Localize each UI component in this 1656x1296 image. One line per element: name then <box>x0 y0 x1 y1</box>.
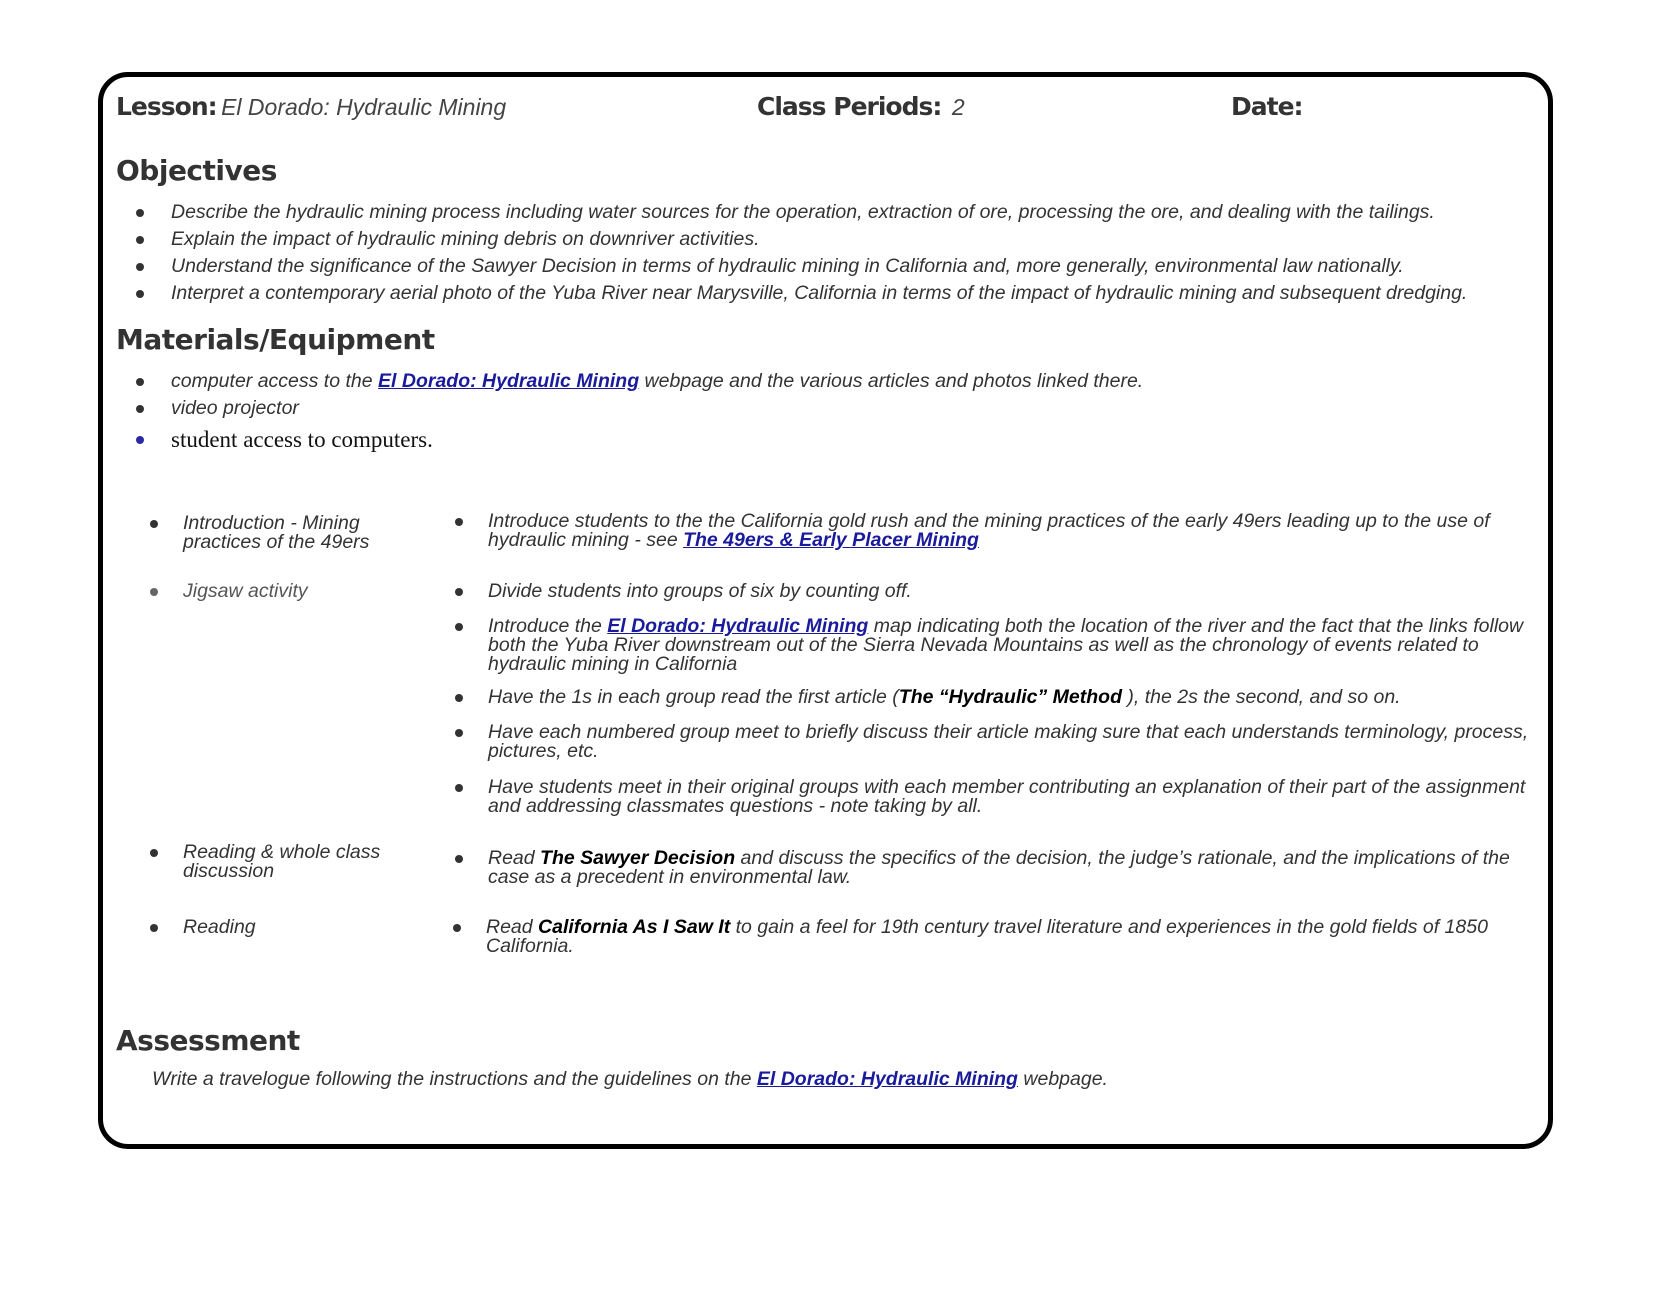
material-item: student access to computers. <box>116 424 1143 456</box>
lesson-label: Lesson: <box>116 92 217 121</box>
bullet-icon <box>453 924 461 932</box>
objective-item: Explain the impact of hydraulic mining debris on downriver activities. <box>116 226 1467 253</box>
sawyer-decision-article: The Sawyer Decision <box>540 847 736 869</box>
class-periods-label: Class Periods: <box>757 92 942 121</box>
materials-heading: Materials/Equipment <box>116 323 435 356</box>
material-item: video projector <box>116 395 1143 422</box>
objectives-heading: Objectives <box>116 154 277 187</box>
activity-label-jigsaw: Jigsaw activity <box>183 582 433 601</box>
bullet-icon <box>150 588 158 596</box>
material-item: computer access to the El Dorado: Hydraulic Mining webpage and the various articles and photos linked there. <box>116 368 1143 395</box>
california-as-i-saw-it-article: California As I Saw It <box>538 916 731 938</box>
bullet-icon <box>136 209 144 217</box>
49ers-early-placer-mining-link[interactable]: The 49ers & Early Placer Mining <box>683 529 979 551</box>
activity-step: Have the 1s in each group read the first article (The “Hydraulic” Method ), the 2s the second, and so on. <box>488 688 1538 707</box>
activity-label-reading: Reading <box>183 918 433 937</box>
bullet-icon <box>455 784 463 792</box>
bullet-icon <box>136 436 144 444</box>
date-field <box>1231 92 1303 121</box>
objective-item: Understand the significance of the Sawyer Decision in terms of hydraulic mining in California and, more generally, environmental law nationally. <box>116 253 1467 280</box>
bullet-icon <box>455 623 463 631</box>
activity-label-reading-discussion: Reading & whole class discussion <box>183 843 433 881</box>
bullet-icon <box>150 849 158 857</box>
bullet-icon <box>136 405 144 413</box>
class-periods-value: 2 <box>951 94 965 120</box>
bullet-icon <box>136 263 144 271</box>
activity-step: Divide students into groups of six by counting off. <box>488 582 1538 601</box>
bullet-icon <box>455 518 463 526</box>
materials-list <box>116 368 1143 456</box>
activity-step: Read California As I Saw It to gain a feel for 19th century travel literature and experiences in the gold fields of 1850 California. <box>486 918 1536 956</box>
lesson-field <box>116 92 506 121</box>
bullet-icon <box>455 694 463 702</box>
el-dorado-webpage-link[interactable]: El Dorado: Hydraulic Mining <box>378 370 640 392</box>
date-label: Date: <box>1231 92 1303 121</box>
hydraulic-method-article: The “Hydraulic” Method <box>898 686 1122 708</box>
bullet-icon <box>150 520 158 528</box>
assessment-heading: Assessment <box>116 1024 300 1057</box>
assessment-text: Write a travelogue following the instructions and the guidelines on the El Dorado: Hydraulic Mining webpage. <box>152 1068 1108 1090</box>
bullet-icon <box>136 290 144 298</box>
activity-step: Introduce students to the the California gold rush and the mining practices of the early 49ers leading up to the use of hydraulic mining - see The 49ers & Early Placer Mining <box>488 512 1538 550</box>
activity-step: Have students meet in their original groups with each member contributing an explanation of their part of the assignment and addressing classmates questions - note taking by all. <box>488 778 1538 816</box>
bullet-icon <box>136 378 144 386</box>
class-periods-field <box>757 92 965 121</box>
bullet-icon <box>455 588 463 596</box>
lesson-value: El Dorado: Hydraulic Mining <box>221 94 507 120</box>
activity-step: Introduce the El Dorado: Hydraulic Mining map indicating both the location of the river and the fact that the links follow both the Yuba River downstream out of the Sierra Nevada Mountains as well as the chronology of events related to hydraulic mining in California <box>488 617 1538 674</box>
objective-item: Describe the hydraulic mining process including water sources for the operation, extraction of ore, processing the ore, and dealing with the tailings. <box>116 199 1467 226</box>
objective-item: Interpret a contemporary aerial photo of the Yuba River near Marysville, California in terms of the impact of hydraulic mining and subsequent dredging. <box>116 280 1467 307</box>
bullet-icon <box>455 729 463 737</box>
bullet-icon <box>150 924 158 932</box>
el-dorado-assessment-link[interactable]: El Dorado: Hydraulic Mining <box>756 1068 1018 1090</box>
el-dorado-map-link[interactable]: El Dorado: Hydraulic Mining <box>607 615 869 637</box>
activity-step: Have each numbered group meet to briefly discuss their article making sure that each understands terminology, process, pictures, etc. <box>488 723 1538 761</box>
activity-label-introduction: Introduction - Mining practices of the 49ers <box>183 514 433 552</box>
objectives-list <box>116 199 1467 307</box>
bullet-icon <box>455 855 463 863</box>
activity-step: Read The Sawyer Decision and discuss the specifics of the decision, the judge’s rationale, and the implications of the case as a precedent in environmental law. <box>488 849 1538 887</box>
bullet-icon <box>136 236 144 244</box>
